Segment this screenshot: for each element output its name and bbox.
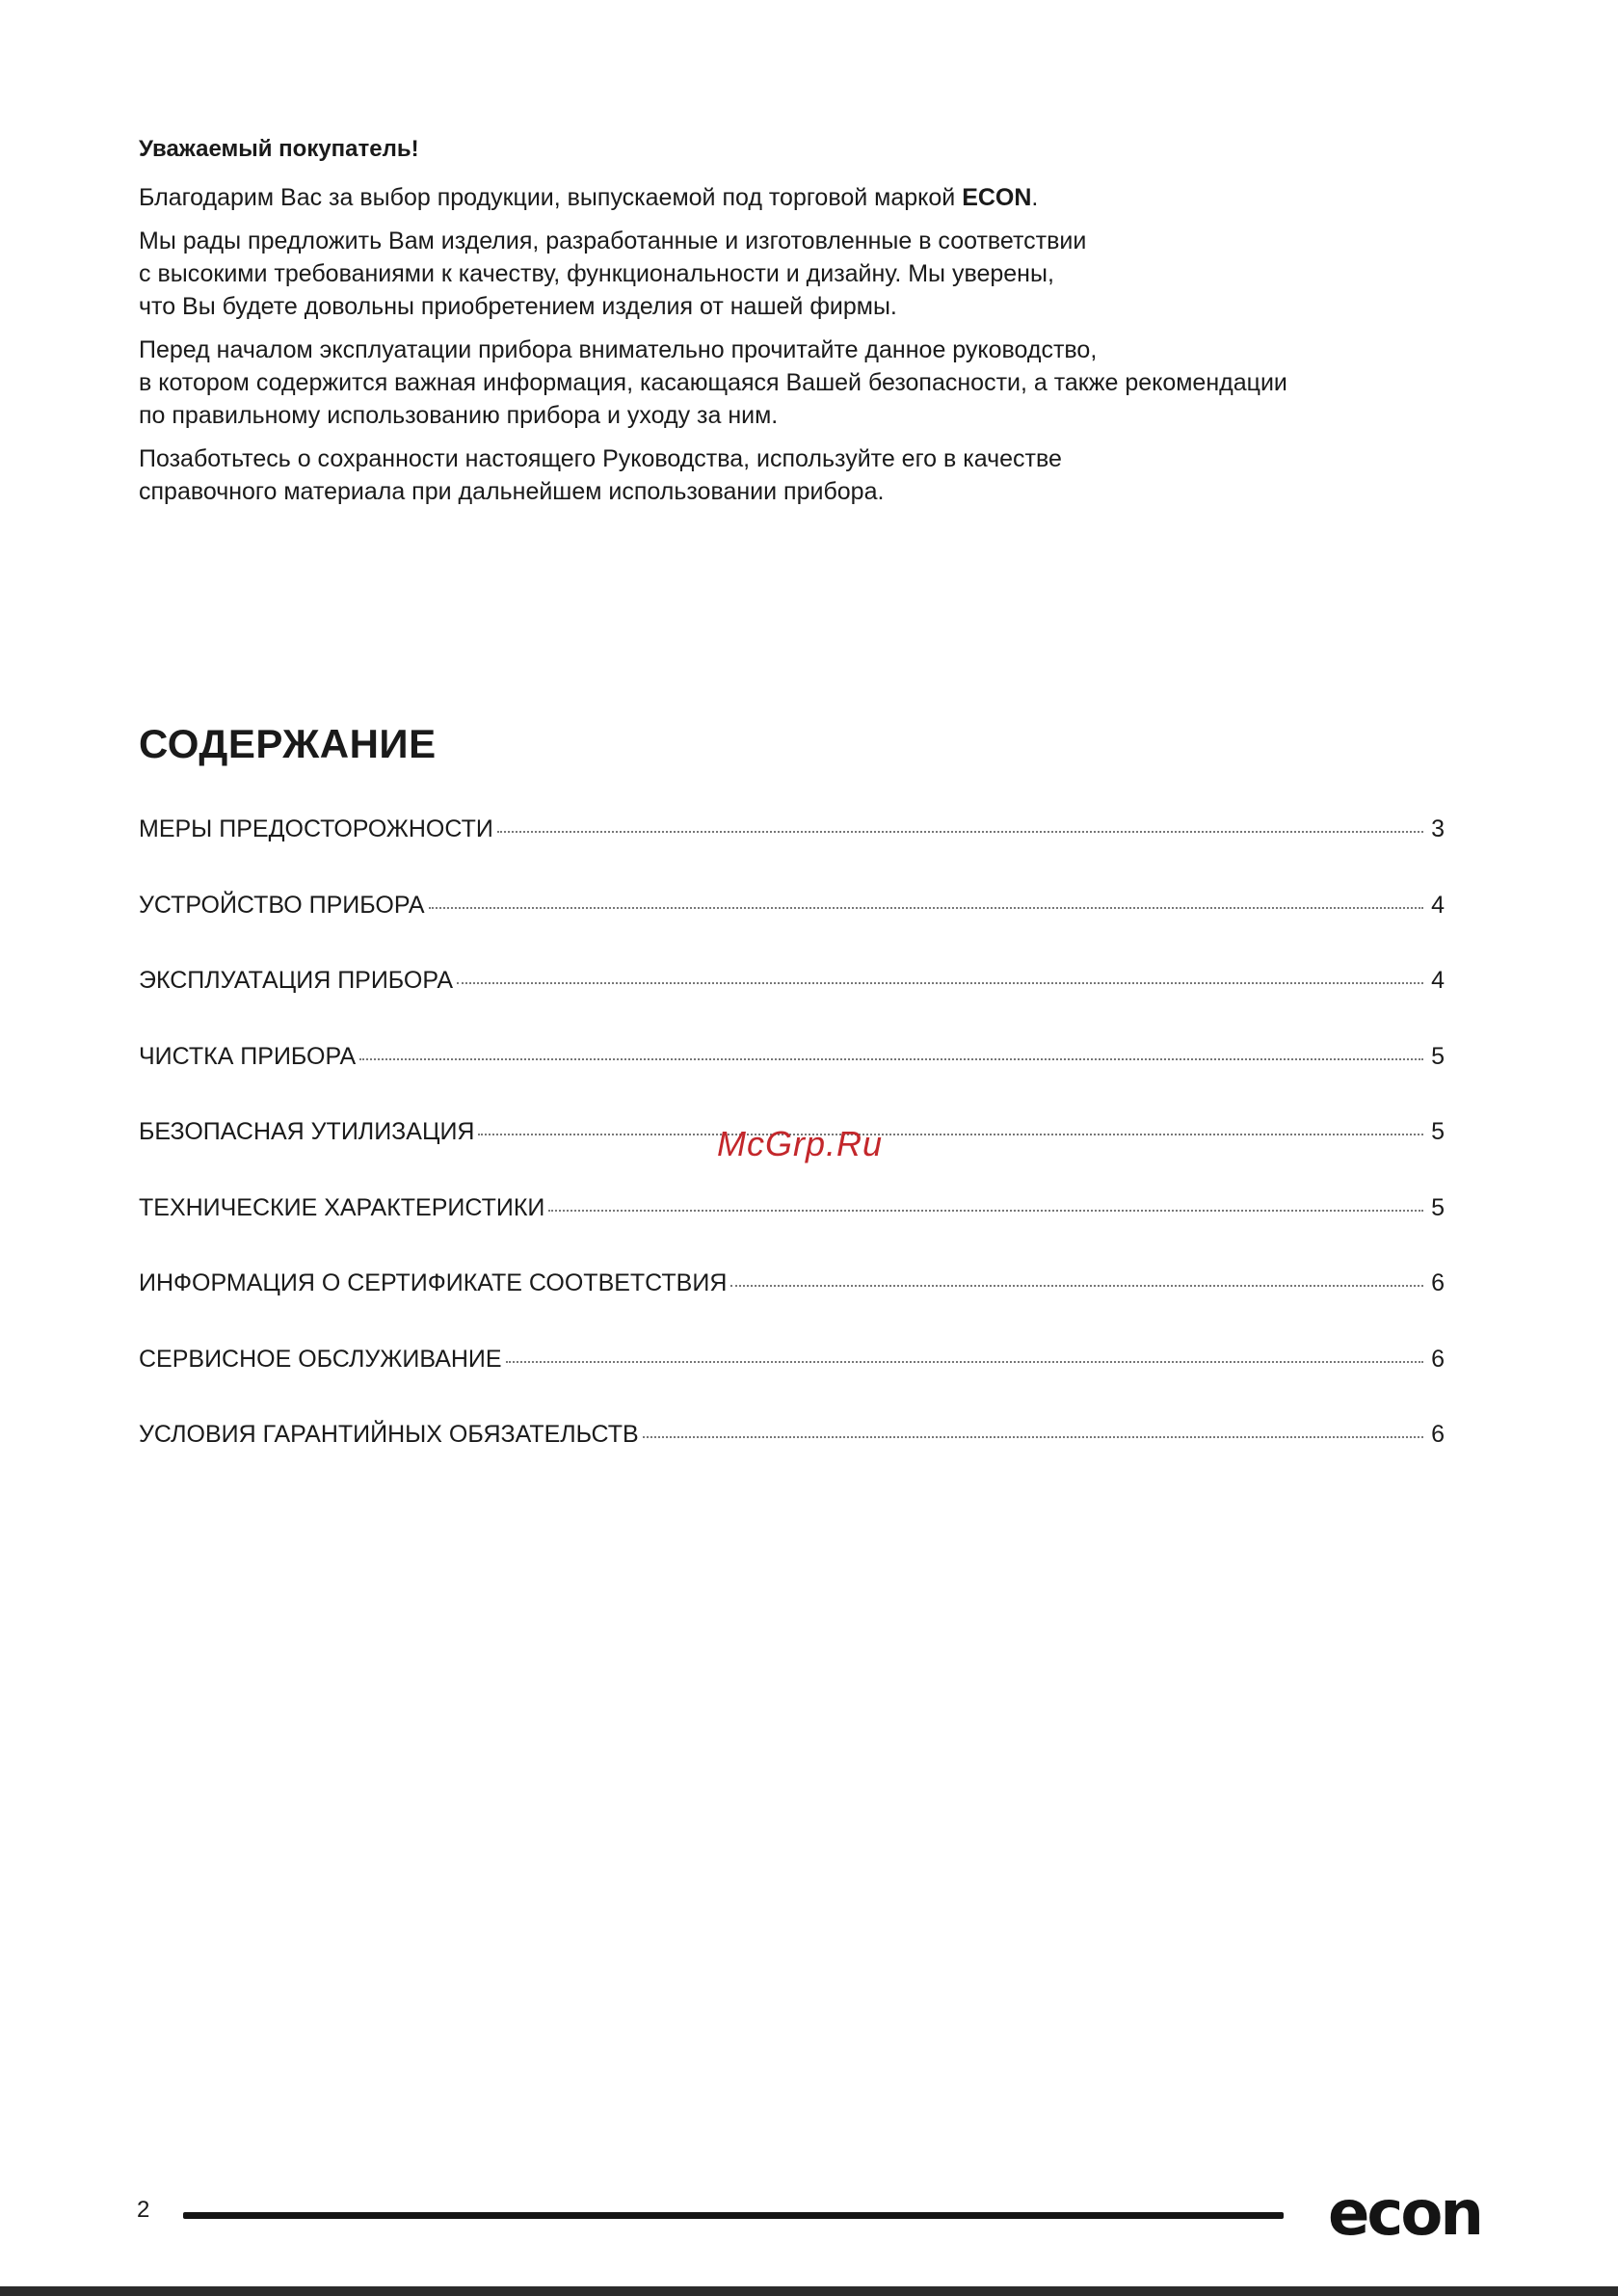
toc-leader-dots [429, 907, 1423, 909]
watermark: McGrp.Ru [717, 1124, 884, 1163]
paragraph-line: Мы рады предложить Вам изделия, разработанные и изготовленные в соответствии [139, 227, 1087, 254]
toc-entry-specifications[interactable] [139, 1194, 1445, 1270]
toc-entry-device[interactable] [139, 892, 1445, 968]
toc-title: СОДЕРЖАНИЕ [139, 721, 437, 766]
paragraph-line: справочного материала при дальнейшем использовании прибора. [139, 478, 885, 505]
paragraph-line: Перед началом эксплуатации прибора внимательно прочитайте данное руководство, [139, 336, 1098, 363]
paragraph-line: что Вы будете довольны приобретением изделия от нашей фирмы. [139, 293, 897, 320]
paragraph-line: Позаботьтесь о сохранности настоящего Руководства, используйте его в качестве [139, 445, 1062, 472]
toc-entry-label: УСТРОЙСТВО ПРИБОРА [139, 891, 425, 919]
thanks-suffix: . [1031, 184, 1039, 211]
toc-entry-label: МЕРЫ ПРЕДОСТОРОЖНОСТИ [139, 815, 493, 842]
paragraph-line: по правильному использованию прибора и уходу за ним. [139, 402, 779, 429]
toc-entry-label: ЭКСПЛУАТАЦИЯ ПРИБОРА [139, 967, 454, 994]
intro-paragraph-2 [139, 225, 1488, 323]
toc-leader-dots [457, 982, 1423, 984]
toc-entry-certificate[interactable] [139, 1269, 1445, 1346]
logo-text: econ [1328, 2186, 1481, 2244]
toc-leader-dots [643, 1436, 1423, 1438]
thanks-paragraph [139, 181, 1488, 214]
intro-section [139, 133, 1488, 519]
page-number: 2 [137, 2197, 150, 2223]
toc-entry-label: СЕРВИСНОЕ ОБСЛУЖИВАНИЕ [139, 1345, 502, 1373]
page-bottom-edge [0, 2286, 1618, 2296]
toc-entry-operation[interactable] [139, 967, 1445, 1043]
toc-entry-page: 5 [1431, 1118, 1445, 1145]
toc-entry-label: ИНФОРМАЦИЯ О СЕРТИФИКАТЕ СООТВЕТСТВИЯ [139, 1269, 728, 1296]
toc-entry-warranty[interactable] [139, 1421, 1445, 1497]
toc-leader-dots [506, 1361, 1423, 1363]
toc-entry-page: 3 [1431, 815, 1445, 842]
greeting: Уважаемый покупатель! [139, 136, 419, 162]
thanks-prefix: Благодарим Вас за выбор продукции, выпускаемой под торговой маркой [139, 184, 963, 211]
paragraph-line: с высокими требованиями к качеству, функциональности и дизайну. Мы уверены, [139, 260, 1054, 287]
toc-entry-page: 4 [1431, 891, 1445, 919]
toc-entry-page: 5 [1431, 1193, 1445, 1221]
toc-leader-dots [497, 831, 1423, 833]
toc-entry-label: ТЕХНИЧЕСКИЕ ХАРАКТЕРИСТИКИ [139, 1193, 545, 1221]
toc-entry-page: 6 [1431, 1345, 1445, 1373]
toc-entry-cleaning[interactable] [139, 1043, 1445, 1119]
toc-leader-dots [548, 1210, 1423, 1212]
toc-entry-precautions[interactable] [139, 815, 1445, 892]
intro-paragraph-4 [139, 442, 1488, 508]
toc-entry-page: 4 [1431, 967, 1445, 994]
paragraph-line: в котором содержится важная информация, касающаяся Вашей безопасности, а также рекомендации [139, 369, 1287, 396]
intro-paragraph-3 [139, 334, 1488, 432]
toc-entry-label: БЕЗОПАСНАЯ УТИЛИЗАЦИЯ [139, 1118, 475, 1145]
econ-logo [1328, 2186, 1501, 2244]
toc-entry-page: 6 [1431, 1269, 1445, 1296]
brand-name: ECON [962, 184, 1032, 211]
toc-entry-service[interactable] [139, 1346, 1445, 1422]
toc-leader-dots [730, 1285, 1423, 1287]
toc-entry-label: ЧИСТКА ПРИБОРА [139, 1042, 357, 1070]
toc-leader-dots [359, 1058, 1423, 1060]
toc-entry-label: УСЛОВИЯ ГАРАНТИЙНЫХ ОБЯЗАТЕЛЬСТВ [139, 1421, 639, 1448]
footer-rule [183, 2212, 1284, 2219]
toc-entry-page: 6 [1431, 1421, 1445, 1448]
toc-entry-page: 5 [1431, 1042, 1445, 1070]
toc-leader-dots [478, 1134, 1423, 1135]
